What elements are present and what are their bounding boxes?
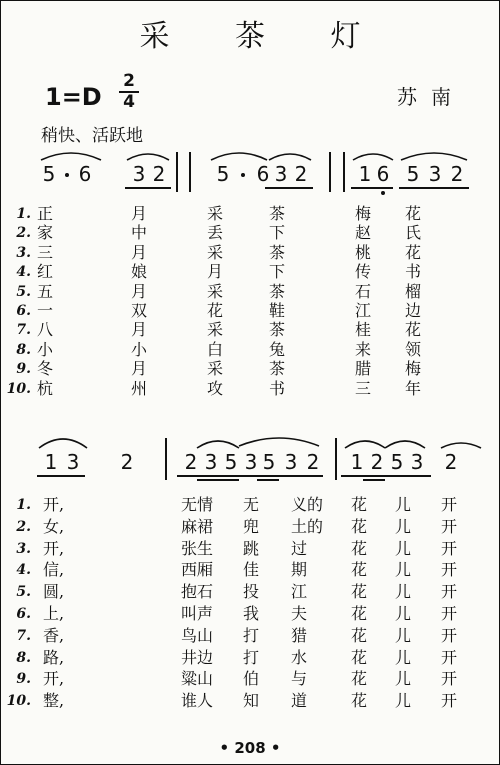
lyric-char: 开,: [43, 538, 65, 558]
lyric-char: 开: [441, 604, 458, 623]
lyric-char: 花: [351, 582, 368, 602]
lyric-char: 月: [131, 281, 148, 301]
lyric-char: 州: [131, 378, 148, 398]
slur: [353, 154, 393, 160]
note: 2: [370, 450, 384, 474]
lyric-char: 冬: [37, 359, 54, 379]
note: 2: [152, 162, 166, 186]
lyric-char: 采: [207, 281, 224, 301]
barline: [176, 152, 178, 192]
lyric-char: 佳: [243, 560, 260, 580]
note: 3: [410, 450, 424, 474]
slur: [401, 153, 467, 160]
lyric-char: 开: [441, 669, 458, 689]
lyric-char: 书: [269, 378, 286, 398]
beam: [125, 187, 171, 189]
lyric-char: 茶: [269, 281, 286, 301]
lyric-char: 杭: [37, 378, 54, 398]
lyric-char: 井边: [181, 647, 214, 667]
lyric-char: 白: [207, 339, 224, 359]
lyric-char: 粱山: [181, 669, 214, 689]
lyric-char: 开: [441, 560, 458, 580]
beam: [399, 187, 469, 189]
note: 2: [306, 450, 320, 474]
lyric-char: 圆,: [43, 582, 65, 602]
lyric-char: 传: [355, 262, 372, 282]
beam: [177, 475, 323, 477]
lyric-char: 腊: [355, 359, 372, 379]
verse-number: 4.: [16, 562, 31, 579]
note-dot: [241, 173, 245, 177]
lyric-char: 开: [441, 691, 458, 711]
lyric-char: 土的: [291, 516, 324, 536]
slur: [39, 439, 87, 448]
lyric-char: 花: [207, 301, 224, 320]
lyric-char: 开: [441, 647, 458, 667]
lyric-char: 夫: [291, 604, 308, 623]
lyric-char: 猎: [291, 625, 308, 645]
lyric-char: 五: [37, 281, 54, 301]
lyric-char: 开: [441, 516, 458, 536]
lyric-char: 三: [355, 378, 372, 398]
lyric-char: 茶: [269, 320, 286, 340]
lyric-char: 小: [37, 339, 54, 359]
tempo-marking: 稍快、活跃地: [41, 126, 143, 146]
lyric-char: 桃: [355, 242, 372, 262]
verse-number: 8.: [16, 341, 31, 358]
beam: [363, 479, 385, 481]
lyric-char: 家: [37, 223, 54, 243]
verse-number: 1.: [16, 497, 31, 513]
beam: [197, 479, 239, 481]
lyric-char: 八: [37, 320, 54, 340]
verse-number: 10.: [6, 380, 31, 397]
verse-number: 6.: [16, 606, 31, 622]
verse-number: 6.: [16, 303, 31, 319]
lyric-char: 采: [207, 320, 224, 340]
lyric-char: 跳: [243, 538, 260, 558]
lyric-char: 书: [405, 262, 422, 282]
octave-dot: [381, 191, 385, 195]
lyric-char: 双: [131, 301, 148, 320]
note: 5: [406, 162, 420, 186]
slur: [239, 438, 319, 446]
lyric-char: 投: [243, 582, 260, 602]
lyric-char: 小: [131, 339, 148, 359]
lyric-char: 路,: [43, 647, 65, 667]
lyric-char: 领: [405, 339, 422, 359]
lyric-char: 期: [291, 560, 308, 580]
verse-number: 5.: [16, 584, 31, 601]
note: 3: [132, 162, 146, 186]
beam: [37, 475, 85, 477]
lyric-char: 丢: [207, 223, 224, 243]
slur: [127, 154, 169, 160]
lyric-char: 抱石: [181, 582, 214, 602]
barline: [335, 438, 337, 480]
song-title: 采 茶 灯: [139, 19, 389, 54]
verse-number: 1.: [16, 206, 31, 222]
note: 2: [444, 450, 458, 474]
slur: [211, 153, 267, 160]
verse-number: 2.: [16, 518, 31, 535]
verse-number: 4.: [16, 264, 31, 281]
note: 6: [78, 162, 92, 186]
lyric-char: 花: [351, 625, 368, 645]
song-origin: 苏南: [397, 85, 465, 109]
lyric-char: 赵: [355, 223, 372, 243]
verse-number: 3.: [16, 540, 31, 557]
lyric-char: 花: [351, 538, 368, 558]
verse-number: 7.: [16, 627, 31, 644]
lyric-char: 叫声: [181, 604, 214, 623]
verse-number: 5.: [16, 283, 31, 300]
note: 2: [450, 162, 464, 186]
note: 2: [294, 162, 308, 186]
slur: [441, 443, 481, 448]
lyric-char: 花: [351, 647, 368, 667]
slur: [269, 154, 311, 160]
page-number: • 208 •: [219, 739, 281, 757]
note: 6: [376, 162, 390, 186]
lyric-char: 花: [405, 242, 422, 262]
lyric-char: 娘: [131, 262, 148, 282]
lyric-char: 麻裙: [181, 516, 214, 536]
beam: [265, 187, 313, 189]
lyric-char: 花: [351, 495, 368, 514]
lyric-char: 茶: [269, 242, 286, 262]
barline: [165, 438, 167, 480]
lyric-char: 一: [37, 301, 54, 320]
lyric-char: 开: [441, 495, 458, 514]
lyric-char: 开,: [43, 669, 65, 689]
note: 1: [358, 162, 372, 186]
lyric-char: 无: [243, 495, 260, 514]
verse-number: 10.: [6, 693, 31, 710]
lyric-char: 花: [351, 560, 368, 580]
lyric-char: 谁人: [181, 691, 214, 711]
lyric-char: 伯: [243, 669, 260, 689]
barline: [343, 152, 345, 192]
lyric-char: 梅: [355, 204, 372, 223]
note: 5: [262, 450, 276, 474]
verse-number: 7.: [16, 322, 31, 339]
note-dot: [65, 173, 69, 177]
lyric-char: 西厢: [181, 560, 214, 580]
lyric-char: 茶: [269, 359, 286, 379]
lyric-char: 儿: [395, 625, 412, 645]
lyric-char: 开,: [43, 495, 65, 514]
lyric-char: 石: [355, 281, 372, 301]
lyric-char: 儿: [395, 538, 412, 558]
note: 5: [390, 450, 404, 474]
note: 3: [284, 450, 298, 474]
beam: [257, 479, 279, 481]
lyric-char: 水: [291, 647, 308, 667]
lyric-char: 开: [441, 582, 458, 602]
lyric-char: 榴: [405, 281, 422, 301]
lyric-char: 月: [207, 262, 224, 282]
note: 1: [44, 450, 58, 474]
note: 5: [224, 450, 238, 474]
lyric-char: 整,: [43, 691, 65, 711]
verse-number: 8.: [16, 649, 31, 666]
slur: [385, 441, 425, 448]
lyric-char: 儿: [395, 669, 412, 689]
lyric-char: 鞋: [269, 301, 286, 320]
note: 1: [350, 450, 364, 474]
lyric-char: 中: [131, 223, 148, 243]
lyric-char: 攻: [207, 378, 224, 398]
lyric-char: 年: [405, 378, 422, 398]
lyric-char: 与: [291, 669, 308, 689]
time-signature-top: 2: [123, 71, 135, 91]
lyric-char: 兜: [243, 516, 260, 536]
lyric-char: 打: [243, 647, 260, 667]
lyric-char: 打: [243, 625, 260, 645]
lyric-char: 花: [405, 204, 422, 223]
barline: [189, 152, 191, 192]
lyric-char: 梅: [405, 359, 422, 379]
lyric-char: 上,: [43, 604, 65, 623]
lyric-char: 下: [269, 223, 286, 243]
lyric-char: 采: [207, 204, 224, 223]
time-signature: [119, 73, 139, 111]
lyric-char: 月: [131, 320, 148, 340]
lyric-char: 边: [405, 301, 422, 320]
slur: [197, 441, 239, 448]
lyric-char: 开: [441, 538, 458, 558]
lyric-char: 儿: [395, 516, 412, 536]
barline: [329, 152, 331, 192]
lyric-char: 桂: [355, 320, 372, 340]
lyric-char: 儿: [395, 604, 412, 623]
lyric-char: 香,: [43, 625, 65, 645]
note: 3: [244, 450, 258, 474]
note: 2: [120, 450, 134, 474]
lyric-char: 采: [207, 359, 224, 379]
note: 3: [66, 450, 80, 474]
beam: [351, 187, 393, 189]
note: 5: [216, 162, 230, 186]
verse-number: 9.: [16, 671, 31, 688]
note: 2: [184, 450, 198, 474]
key-signature: 1=D: [45, 83, 102, 111]
lyric-char: 过: [291, 538, 308, 558]
lyric-char: 来: [355, 339, 372, 359]
lyric-char: 花: [351, 604, 368, 623]
lyric-char: 下: [269, 262, 286, 282]
lyric-char: 采: [207, 242, 224, 262]
lyric-char: 江: [355, 301, 372, 320]
slur: [41, 153, 101, 160]
lyric-char: 月: [131, 359, 148, 379]
lyric-char: 江: [291, 582, 308, 602]
lyric-char: 女,: [43, 516, 65, 536]
lyric-char: 花: [351, 669, 368, 689]
lyric-char: 儿: [395, 560, 412, 580]
lyric-char: 无情: [181, 495, 214, 514]
lyric-char: 氏: [405, 223, 422, 243]
note: 3: [204, 450, 218, 474]
lyric-char: 我: [243, 604, 260, 623]
note: 3: [428, 162, 442, 186]
lyric-char: 张生: [181, 538, 214, 558]
lyric-char: 信,: [43, 560, 65, 580]
lyric-char: 兔: [269, 339, 286, 359]
slur: [345, 441, 385, 448]
beam: [341, 475, 431, 477]
lyric-char: 儿: [395, 582, 412, 602]
verse-number: 3.: [16, 244, 31, 261]
lyric-char: 义的: [291, 495, 324, 514]
lyric-char: 花: [351, 516, 368, 536]
lyric-char: 鸟山: [181, 625, 214, 645]
lyric-char: 茶: [269, 204, 286, 223]
lyric-char: 红: [37, 262, 54, 282]
time-signature-bottom: 4: [123, 92, 135, 112]
lyric-char: 三: [37, 242, 54, 262]
lyric-char: 道: [291, 691, 308, 711]
lyric-char: 月: [131, 242, 148, 262]
lyric-char: 儿: [395, 495, 412, 514]
verse-number: 9.: [16, 361, 31, 378]
note: 3: [274, 162, 288, 186]
note: 6: [256, 162, 270, 186]
lyric-char: 花: [351, 691, 368, 711]
lyric-char: 月: [131, 204, 148, 223]
lyric-char: 花: [405, 320, 422, 340]
lyric-char: 正: [37, 204, 54, 223]
note: 5: [42, 162, 56, 186]
lyric-char: 儿: [395, 691, 412, 711]
verse-number: 2.: [16, 225, 31, 242]
lyric-char: 开: [441, 625, 458, 645]
lyric-char: 儿: [395, 647, 412, 667]
lyric-char: 知: [243, 691, 260, 711]
